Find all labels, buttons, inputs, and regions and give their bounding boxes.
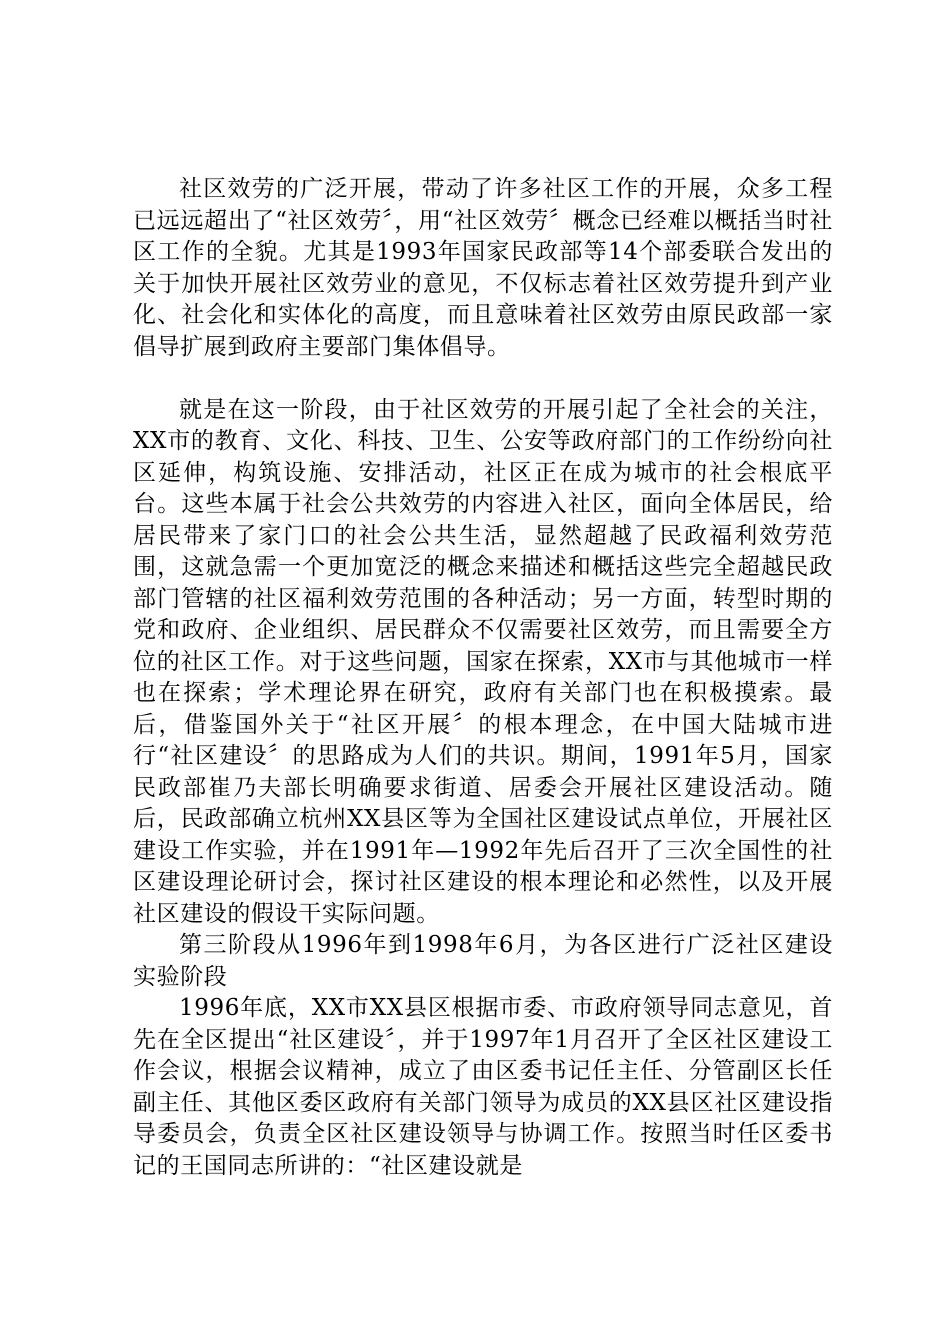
paragraph-community-building-origin: 就是在这一阶段，由于社区效劳的开展引起了全社会的关注，XX市的教育、文化、科技、卫生、公安等政府部门的工作纷纷向社区延伸，构筑设施、安排活动，社区正在成为城市的社会根底平台。这些本属于社会公共效劳的内容进入社区，面向全体居民，给居民带来了家门口的社会公共生活，显然超越了民政福利效劳范围，这就急需一个更加宽泛的概念来描述和概括这些完全超越民政部门管辖的社区福利效劳范围的各种活动；另一方面，转型时期的党和政府、企业组织、居民群众不仅需要社区效劳，而且需要全方位的社区工作。对于这些问题，国家在探索，XX市与其他城市一样也在探索；学术理论界在研究，政府有关部门也在积极摸索。最后，借鉴国外关于“社区开展〞的根本理念，在中国大陆城市进行“社区建设〞的思路成为人们的共识。期间，1991年5月，国家民政部崔乃夫部长明确要求街道、居委会开展社区建设活动。随后，民政部确立杭州XX县区等为全国社区建设试点单位，开展社区建设工作实验，并在1991年—1992年先后召开了三次全国性的社区建设理论研讨会，探讨社区建设的根本理论和必然性，以及开展社区建设的假设干实际问题。 [133, 396, 833, 927]
paragraph-spacer [133, 363, 833, 395]
paragraph-stage-three-heading: 第三阶段从1996年到1998年6月，为各区进行广泛社区建设实验阶段 [133, 932, 833, 990]
document-body [133, 174, 833, 1182]
paragraph-1996-district: 1996年底，XX市XX县区根据市委、市政府领导同志意见，首先在全区提出“社区建设〞，并于1997年1月召开了全区社区建设工作会议，根据会议精神，成立了由区委书记任主任、分管副区长任副主任、其他区委区政府有关部门领导为成员的XX县区社区建设指导委员会，负责全区社区建设领导与协调工作。按照当时任区委书记的王国同志所讲的：“社区建设就是 [133, 995, 833, 1179]
paragraph-community-service: 社区效劳的广泛开展，带动了许多社区工作的开展，众多工程已远远超出了“社区效劳〞，用“社区效劳〞概念已经难以概括当时社区工作的全貌。尤其是1993年国家民政部等14个部委联合发出的关于加快开展社区效劳业的意见，不仅标志着社区效劳提升到产业化、社会化和实体化的高度，而且意味着社区效劳由原民政部一家倡导扩展到政府主要部门集体倡导。 [133, 176, 833, 360]
